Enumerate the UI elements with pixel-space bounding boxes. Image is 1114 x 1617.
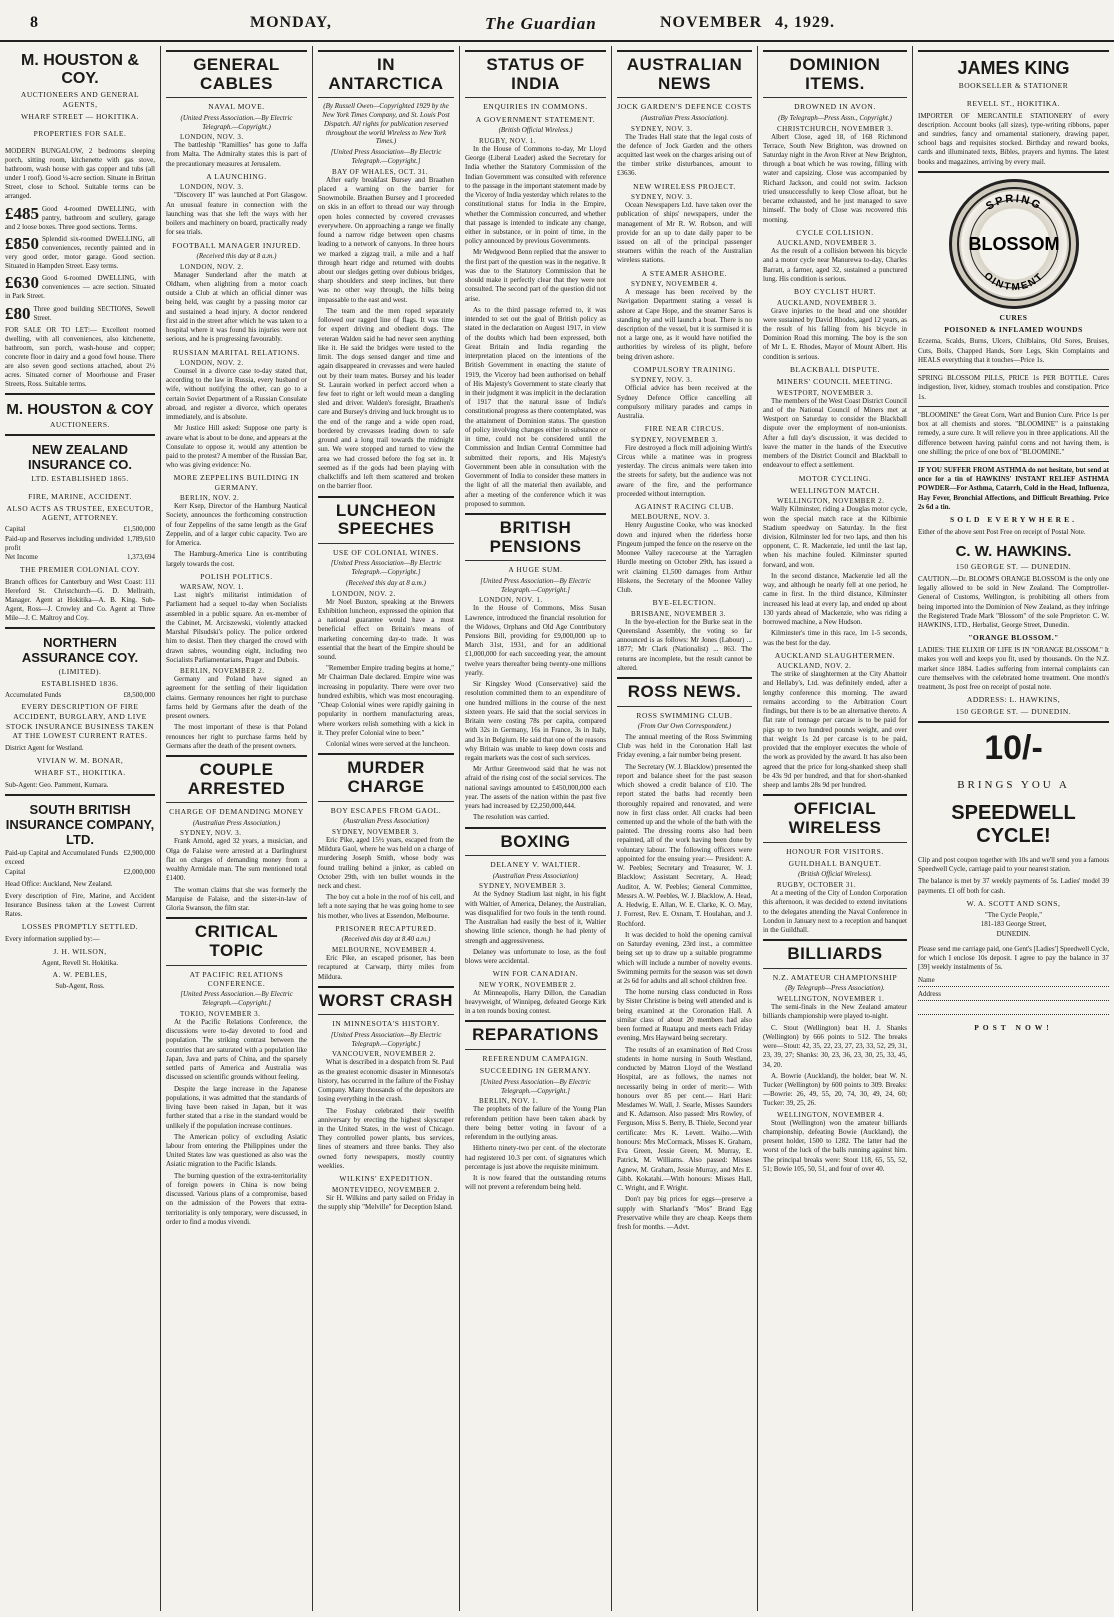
credit-line: (By Telegraph—Press Assn., Copyright.) [778,113,892,122]
dateline: AUCKLAND, NOVEMBER 3. [777,239,877,248]
subhead: SUCCEEDING IN GERMANY. [479,1066,592,1076]
nzins-line4: THE PREMIER COLONIAL COY. [19,564,140,574]
northern-line4: District Agent for Westland. [5,744,84,752]
dateline: RUGBY, OCTOBER 31. [777,881,857,890]
column-advertisements-right [913,46,1114,1611]
southbritish-line1: Head Office: Auckland, New Zealand. [5,880,113,888]
speedwell-line1: BRINGS YOU A [957,778,1070,791]
subhead: RUSSIAN MARITAL RELATIONS. [172,347,301,357]
svg-text:SPRING [983,193,1043,213]
subhead: NAVAL MOVE. [208,102,265,112]
subhead: JOCK GARDEN'S DEFENCE COSTS [617,102,752,112]
northern-name: NORTHERN ASSURANCE COY. [21,635,139,666]
subhead: FOOTBALL MANAGER INJURED. [172,240,301,250]
paragraph: Kerr Ksep, Director of the Hamburg Nautical Society, announces the forthcoming construction of four Zeppelins of the same length as the Graf Zeppelin, and of a larger cubic capacity. Two are for America. [166,502,307,548]
ladies-text: LADIES: THE ELIXIR OF LIFE IS IN "ORANGE BLOSSOM." It makes you well and keeps you fit, used by thousands. On the N.Z. market since 1884. Ladies suffering from internal complaints can cure themselves with the celebrated home treatment. One month's treatment, 3s post free on receipt of postal note. [918,646,1109,691]
headline-australian-news: AUSTRALIAN NEWS [626,55,743,93]
post-now: POST NOW! [974,1022,1053,1032]
ointment-badge-icon [954,184,1074,304]
subhead: ENQUIRIES IN COMMONS. [483,102,588,112]
credit-line: (Received this day at 8.40 a.m.) [341,935,431,944]
credit-line: [United Press Association—By Electric Telegraph.—Copyright.] [330,559,442,577]
subhead: BOY ESCAPES FROM GAOL. [330,805,442,815]
paragraph: The resolution was carried. [473,813,550,822]
dateline: VANCOUVER, NOVEMBER 2. [332,1050,436,1059]
dateline: BERLIN, NOVEMBER 2. [180,667,265,676]
credit-line: (Australian Press Association) [343,817,429,826]
nzins-line3: ALSO ACTS AS TRUSTEE, EXECUTOR, AGENT, ATTORNEY. [6,503,154,523]
column-general-cables [161,46,312,1611]
paragraph: The Secretary (W. J. Blacklow) presented the report and balance sheet for the past season which showed a credit balance of £10. The report stated the baths had recently been thoroughly repaired and renovated, and were now in first class order. All cracks had been cemented up and the whole of the bath with the painted. The dressing rooms also had been repainted, all of the work having been done by voluntary labour. The following officers were appointed for the ensuing year:— President: A. W. Peebles; Secretary and Treasurer, W. J. Blacklow; Assistant Secretary, A. Head; Auditor, A. W. Peebles; General Committee, Messrs A. W. Peebles, W. J. Blacklow, A. Head, A. Hedwig, E. Allan, W. E. Clarke, K. O. May, J. Forrest, Rev. E. Oxnam, T. Houlahan, and J. Rochford. [617,762,752,928]
headline-boxing: BOXING [500,831,571,851]
speedwell-name1: SPEEDWELL [951,802,1076,825]
badge-mid-text: BLOSSOM [967,233,1060,254]
bloomine-text: "BLOOMINE" the Great Corn, Wart and Bunion Cure. Price 1s per box at all chemists and stores. "BLOOMINE" is a painstaking remedy, a sure cure. It will relieve you in three applications. All the difference between having painful corns and not having them, is one shilling; the price of one box of "BLOOMINE." [918,410,1109,456]
dateline: WELLINGTON, NOVEMBER 1. [777,995,885,1004]
column-dominion-items [758,46,912,1611]
property-listing: £80 Three good building SECTIONS, Sewell Street. [5,304,155,323]
paragraph: The members of the West Coast District Council and of the National Council of Miners met at Westport on Saturday to consider the Blackball dispute over the employment of non-unionists. After a full day's discussion, it was decided to leave the matter in the hands of the Executive members of the District Council and Blackball to endeavour to effect a settlement. [763,396,907,470]
paragraph: As the result of a collision between his bicycle and a motor cycle near Manurewa to-day, Charles Barratt, a farmer, aged 32, sustained a punctured lung. His condition is serious. [763,247,907,283]
southbritish-line2: Every description of Fire, Marine, and Accident Insurance Business taken at the Lowest Current Rates. [5,892,155,919]
dateline: LONDON, NOV. 3. [180,133,244,142]
paragraph: In the bye-election for the Burke seat in the Queensland Assembly, the voting so far announced is as follows: Mr Jones (Labour) ... 1877; Mr Clark (Nationalist) ... 863. The returns are incomplete, but the result cannot be altered. [617,617,752,672]
paragraph: A message has been received by the Navigation Department stating a vessel is ashore at Cape Hope, and the steamer Saros is standing by and will launch a boat. There is no description of the vessel, but it is surmised it is not a large one, as it would have notified the authorities by wireless of its plight, before being driven ashore. [617,288,752,361]
caution-text: CAUTION.—Dr. BLOOM'S ORANGE BLOSSOM is the only one legally allowed to be sold in New Zealand. The Comptroller-General of Customs, Wellington, is prohibiting all others from being imported into the Dominion of New Zealand, as they infringe the Registered Trade Mark "Blossom" of the sole Proprietor: C. W. HAWKINS, LTD., Herbalist, George Street, Dunedin. [918,574,1109,630]
northern-line1: (LIMITED). [58,667,102,677]
credit-line: (From Our Own Correspondent.) [637,722,732,731]
speedwell-text1: Clip and post coupon together with 10s and we'll send you a famous Speedwell Cycle, carriage paid to your nearest station. [918,856,1110,874]
subhead: NEW WIRELESS PROJECT. [633,181,736,191]
paragraph: Grave injuries to the head and one shoulder were sustained by David Rhodes, aged 12 years, as the result of his falling from his bicycle in Dominion Road this morning. The boy is the son of Mr L. E. Rhodes, Mayor of Mount Albert. His condition is serious. [763,306,907,361]
nzins-branch: Branch offices for Canterbury and West Coast: 111 Hereford St. Christchurch—G. D. Mellraith, Manager. Agent at Hokitika—A. B. King. Sub-Agent, Ross—J. Crowley and Co. Agent at Three Mile—J. C. Maltroy and Coy. [5,577,155,622]
houston-line3: PROPERTIES FOR SALE. [33,129,127,139]
paragraph: Colonial wines were served at the luncheon. [326,740,450,749]
coupon-name-field[interactable]: Name [918,976,1109,987]
dateline: NEW YORK, NOVEMBER 2. [479,980,577,989]
post-free-text: Either of the above sent Post Free on receipt of Postal Note. [918,527,1086,536]
subhead: AT PACIFIC RELATIONS CONFERENCE. [189,969,284,989]
stat-row: Paid-up and Reserves including undivided profit 1,789,610 [5,534,155,552]
paragraph: The Hamburg-America Line is contributing largely towards the cost. [166,550,307,568]
stat-row: Net Income 1,373,694 [5,553,155,562]
masthead-day: MONDAY, [250,14,332,31]
subhead: IN MINNESOTA'S HISTORY. [332,1019,440,1029]
headline-british-pensions: BRITISH PENSIONS [489,518,582,556]
column-australian-news [612,46,757,1611]
nzins-line2: FIRE, MARINE, ACCIDENT. [28,491,132,501]
paragraph: The most important of these is that Poland renounces her right to purchase farms held by Germans after the death of the present owners. [166,723,307,750]
paragraph: Delaney was unfortunate to lose, as the foul blows were accidental. [465,947,606,966]
houston-line1: AUCTIONEERS AND GENERAL AGENTS, [20,90,140,109]
masthead [0,0,1114,42]
blossom-line1: CURES [999,312,1028,322]
headline-luncheon-speeches: LUNCHEON SPEECHES [335,500,437,539]
southbritish-line6: Agent, Revell St. Hokitika. [41,958,119,967]
page-number: 8 [30,14,39,31]
dateline: BRISBANE, NOVEMBER 3. [631,609,726,618]
credit-line: (By Russell Owen—Copyrighted 1929 by the New York Times Company, and St. Louis Post Dispatch. All rights for publication reserved throughout the world Wireless to New York Times.) [322,102,450,146]
masthead-date: 4, 1929. [775,14,835,31]
paragraph: The woman claims that she was formerly the Marquise de Falaise, and the sister-in-law of Gloria Swanson, the film star. [166,885,307,913]
paragraph: Mr Wedgwood Benn replied that the answer to the first part of the question was in the negative. It was due to the Statutory Commission that he should make it perfectly clear that they were not consulted. The second part of the question did not arise. [465,248,606,303]
dateline: LONDON, NOV. 1. [479,596,543,605]
paragraph: The home nursing class conducted in Ross by Sister Christine is being well attended and is being examined at the Coronation Hall. A similar class of about 20 members had also been formed at Ruatapu and meets each Friday evening, Mrs Hayward being secretary. [617,988,752,1043]
subhead: DELANEY V. WALTIER. [490,860,581,870]
southbritish-line3: LOSSES PROMPTLY SETTLED. [21,922,139,932]
dateline: BERLIN, NOV. 1. [479,1097,539,1106]
property-listing: £485 Good 4-roomed DWELLING, with pantry, bathroom and scullery, garage and 2 loose boxes. Three good sections. Terms. [5,204,155,231]
subhead: USE OF COLONIAL WINES. [332,547,440,557]
nzins-line1: LTD. ESTABLISHED 1865. [31,474,129,484]
dateline: WARSAW, NOV. 1. [180,583,244,592]
subhead: CYCLE COLLISION. [796,227,874,237]
northern-line7: Sub-Agent: Geo. Pamment, Kumara. [5,780,109,789]
dateline: SYDNEY, NOVEMBER 4. [631,280,718,289]
headline-couple-arrested: COUPLE ARRESTED [187,759,286,798]
southbritish-line4: Every information supplied by:— [5,935,100,944]
dateline: LONDON, NOV. 2. [332,589,396,598]
southbritish-name: SOUTH BRITISH INSURANCE COMPANY, LTD. [5,801,155,847]
dateline: LONDON, NOV. 2. [180,358,244,367]
blossom-text: Eczema, Scalds, Burns, Ulcers, Chilblains, Old Sores, Bruises, Cuts, Boils, Chapped Hands, Sore Legs, Skin Complaints and HEALS everything that it touches—Price 1s. [918,337,1109,364]
subhead: FIRE NEAR CIRCUS. [644,424,725,434]
credit-line: (By Telegraph—Press Association). [785,984,885,993]
subhead: REFERENDUM CAMPAIGN. [482,1054,589,1064]
credit-line: (Australian Press Association) [492,871,579,880]
column-status-of-india [460,46,611,1611]
column-antarctica [313,46,459,1611]
headline-status-of-india: STATUS OF INDIA [486,55,585,93]
paragraph: The team and the men roped separately followed our ragged line of flags. It was time for expert driving and obedient dogs. The veteran Walden said he had never seen anything like it. He said the bridges were tested to the limit. The dogs sensed danger and time and again disappeared in crevasses and were hauled out by their team mates. Bursey and his leader St. Laurain worked in perfect accord when a few feet to right or left would mean a dangling sled and driver. Walden's foresight, Braathen's care and Bursey's driving and luck brought us to the end of the range and a wide open road, bordered by crevasses leading down to safe ground and a long trail towards the midnight sun. We were stopped and turned to view the area we had crossed before the fog set in. It seemed as if the gods had been playing with chalkcliffs and left them scattered and broken on the barrier floor. [318,306,454,491]
property-listing: MODERN BUNGALOW, 2 bedrooms sleeping porch, sitting room, kitchenette with gas stove, bathroom, wash house with gas copper and tubs (all under 1 roof). Good ¼-acre section. Situate in Brittan Street, close to School. Suitable terms can be arranged. [5,147,155,201]
stat-row: Accumulated Funds £8,500,000 [5,690,155,699]
houston2-name: M. HOUSTON & COY [6,401,154,419]
paragraph: Sir Kingsley Wood (Conservative) said the resolution committed them to an expenditure of one hundred millions in the course of the next sixteen years. He said that the social services in Britain were costing 78s per capita, compared with 32s in Germany, 16s in France, 3s in Italy, and 3s in Belgium. He said that one of the reasons why Britain was unable to keep down costs and regain markets was the cost of such services. [465,680,606,763]
paragraph: As to the third passage referred to, it was intended to set out the goal of British policy as stated in the declaration on August 1917, in view of the doubts which had been expressed, both Great Britain and India regarding the interpretation placed on the intentions of the British Government in enacting the statute of 1919, the Viceroy had been authorised on behalf of His Majesty's Government to state clearly that in their judgment it was implicit in the declaration of 1917 that the natural issue of India's constitutional progress as there contemplated, was the attainment of Dominion status. The question of policy involving changes either in substance or in time, could not be considered until the Commission and Indian Central Committee had submitted their reports, and His Majesty's Government been able in consultation with the Government of India to consider these matters in the light of all the material then available, and after a meeting of the conference which it was proposed to summon. [465,305,606,508]
credit-line: (Australian Press Association). [640,113,729,122]
southbritish-line7: A. W. PEBLES, [52,970,108,980]
northern-line6: WHARF ST., HOKITIKA. [34,767,126,777]
subhead: A LAUNCHING. [206,171,267,181]
paragraph: In the second distance, Mackenzie led all the way, and although he nearly fell at one period, he came in first. In the third distance, Kilminster increased his lead at every lap, and ended up about 130 yards ahead of Mackenzie, who was riding a borrowed machine, a New Hudson. [763,571,907,627]
southbritish-line8: Sub-Agent, Ross. [55,982,105,991]
paragraph: After early breakfast Bursey and Braathen placed a warning on the barrier for Snowmobile. Braathen Bursey and I proceeded on skis in an effort to thread our way through open holes connected by covered crevasses everywhere. On approaching a range we finally found a narrow ridge between open chasms leading to a network of canyons. In three hours we marked a zigzag trail, a mile and a half through heart ridge and returned with doubts about our sledges getting over dubious bridges, sharp shoulders and steep inclines, but there was no other way through, the hills being impassable to the east and west. [318,175,454,304]
dateline: CHRISTCHURCH, NOVEMBER 3. [777,124,894,133]
paragraph: The Foshay celebrated their twelfth anniversary by erecting the highest skyscraper in the United States, in the west of Chicago. They controlled power plants, bus services, lines of steamers and three banks. They also owned forty newspapers, mostly country weeklies. [318,1106,454,1170]
dateline: SYDNEY, NOV. 3. [631,193,693,202]
headline-official-wireless: OFFICIAL WIRELESS [788,799,882,837]
headline-dominion-items: DOMINION ITEMS. [789,55,881,93]
dateline: BERLIN, NOV. 2. [180,494,240,503]
subhead: COMPULSORY TRAINING. [633,364,736,374]
subhead: WILKINS' EXPEDITION. [339,1174,433,1184]
houston2-line1: AUCTIONEERS. [50,420,110,430]
subhead: BLACKBALL DISPUTE. [789,364,881,374]
subhead: AGAINST RACING CLUB. [634,502,735,512]
masthead-month: NOVEMBER [660,14,763,31]
paragraph: The prophets of the failure of the Young Plan referendum petition have been taken aback by there being better voting in favour of a referendum in the outlying areas. [465,1105,606,1142]
dateline: SYDNEY, NOVEMBER 3. [631,435,718,444]
credit-line: (Australian Press Association.) [192,818,281,827]
houston-name: M. HOUSTON & COY. [21,52,139,87]
northern-line2: ESTABLISHED 1836. [41,678,119,688]
southbritish-line5: J. H. WILSON, [53,947,107,957]
subhead: DROWNED IN AVON. [794,102,876,112]
speedwell-line2: W. A. SCOTT AND SONS, [966,898,1061,908]
subhead: A STEAMER ASHORE. [641,268,728,278]
subhead: AUCKLAND SLAUGHTERMEN. [774,650,896,660]
paragraph: Fire destroyed a flock mill adjoining Wirth's Circus while a matinee was in progress yesterday. The circus animals were taken into the streets for safety, but the audience was not aware of the fire, and the performance proceeded without interruption. [617,443,752,498]
northern-line5: VIVIAN W. M. BONAR, [36,756,124,766]
paragraph: Wally Kilminster, riding a Douglas motor cycle, won the special match race at the Kilbirnie Stadium speedway on Saturday. In the first division, Kilminster led for two laps, and then his opponent, C. R. Mackenzie, led until the last lap, when his machine fouled. Kilminster spurted forward, and won. [763,505,907,569]
paragraph: Mr Arthur Greenwood said that he was not afraid of the rising cost of the social services. The national savings amounted to £450,000,000 each year. The assets of the nation within the past five years had increased by £2,250,000,444. [465,765,606,811]
subhead: MINERS' COUNCIL MEETING. [776,377,894,387]
stat-row: Paid-up Capital and Accumulated Funds exceed £2,900,000 [5,848,155,867]
dateline: SYDNEY, NOVEMBER 3. [332,827,419,836]
credit-line: (British Official Wireless). [798,870,872,879]
badge-top-text: SPRING [983,192,1044,213]
masthead-paper-name: The Guardian [485,14,597,33]
subhead: PRISONER RECAPTURED. [335,923,437,933]
subhead: BOY CYCLIST HURT. [794,287,876,297]
paragraph: The boy cut a hole in the roof of his cell, and left a note saying that he was going home to see his mother, who lives at Essendon, Melbourne. [318,893,454,920]
subhead: CHARGE OF DEMANDING MONEY [169,807,304,817]
dateline: SYDNEY, NOV. 3. [631,124,693,133]
credit-line: [United Press Association—By Electric Telegraph.—Copyright.] [480,1077,591,1095]
paragraph: What is described in a despatch from St. Paul as the greatest economic disaster in Minnesota's history, has occurred in the failure of the Foshay Company. Many thousands of the depositors are losing everything in the crash. [318,1058,454,1104]
subhead: BYE-ELECTION. [652,598,717,608]
credit-line: (Received this day at 8 a.m.) [346,578,426,587]
paragraph: Mr Justice Hill asked: Suppose one party is aware what is about to be done, and appears at the Consulate to oppose it, would any attention be paid to the protest? A member of the Russian Bar, who was giving evidence: No. [166,424,307,470]
blossom-pills-text: SPRING BLOSSOM PILLS, PRICE 1s PER BOTTLE. Cures indigestion, liver, kidney, stomach troubles and constipation. Price 1s. [918,374,1109,401]
subhead: WELLINGTON MATCH. [790,485,880,495]
hawkins-address: 150 GEORGE ST. — DUNEDIN. [955,562,1072,572]
spring-blossom-badge [949,179,1079,309]
headline-billiards: BILLIARDS [787,944,883,964]
paragraph: The semi-finals in the New Zealand amateur billiards championship were played to-night. [763,1003,907,1021]
dateline: TOKIO, NOVEMBER 3. [180,1009,261,1018]
subhead: POLISH POLITICS. [200,571,273,581]
paragraph: Eric Pike, an escaped prisoner, has been recaptured at Carwarp, thirty miles from Mildura. [318,954,454,981]
paragraph: Stout (Wellington) won the amateur billiards championship, defeating Bowie (Auckland), the present holder, 1500 to 1282. The latter had the worst of the luck of the balls running against him. The principal breaks were: Stout 118, 65, 55, 52, 51; Bowie 105, 50, 51, and four of over 40. [763,1118,907,1173]
king-text: IMPORTER OF MERCANTILE STATIONERY of every description. Account books (all sizes), type-writing ribbons, paper and sundries, fancy and ornamental stationery, drawing paper, school bags and requisites stocked. Birthday and reward books, cards and illuminated texts, Bibles, prayers and hymns. The latest books and magazines, arriving by every mail. [918,111,1109,166]
credit-line: (Received this day at 8 a.m.) [196,251,277,260]
speedwell-text2: The balance is met by 37 weekly payments of 5s. Ladies' model 39 payments. £1 off both for cash. [918,877,1109,895]
paragraph: Sir H. Wilkins and party sailed on Friday in the supply ship "Melville" for Deception Island. [318,1193,454,1211]
coupon-address-field[interactable]: Address [918,990,1109,1001]
headline-ross-news: ROSS NEWS. [627,682,742,702]
subhead: ROSS SWIMMING CLUB. [636,710,733,720]
king-line1: BOOKSELLER & STATIONER [958,81,1069,90]
paragraph: Mr Noel Buxton, speaking at the Brewers Exhibition luncheon, expressed the opinion that a national guarantee would have a most beneficial effect on Britain's means of marketing concerning day-to trade. It was essential that the heart of the Empire should be sound. [318,597,454,661]
houston-line2: WHARF STREET — HOKITIKA. [20,111,140,121]
subhead: HONOUR FOR VISITORS. [786,846,884,856]
credit-line: [United Press Association—By Electric Telegraph.—Copyright.] [330,148,442,165]
dateline: BAY OF WHALES, OCT. 31. [332,167,429,176]
paragraph: Henry Augustine Cooke, who was knocked down and injured when the riderless horse Pingeum jumped the fence on the reserve on the Moonee Valley racecourse at the Yarraglen Hurdle meeting on October 29th, has issued a writ claiming £1,500 damages from Arthur Hiskens, the Secretary of the Moonee Valley Club. [617,521,752,595]
hawkins-address-name: ADDRESS: L. HAWKINS, [966,695,1061,705]
coupon-address-field-2[interactable] [918,1004,1109,1015]
paragraph: C. Stout (Wellington) beat H. J. Shanks (Wellington) by 666 points to 512. The breaks were—Stout: 42, 35, 22, 23, 27, 23, 33, 52, 29, 31, 23, 39, 27; Shanks: 30, 23, 36, 23, 30, 25, 33, 45, 34, 20. [763,1023,907,1069]
hawkins-address-street: 150 GEORGE ST. — DUNEDIN. [955,706,1072,716]
speedwell-name2: CYCLE! [976,825,1051,848]
orange-blossom-title: "ORANGE BLOSSOM." [968,633,1059,643]
paragraph: Despite the large increase in the Japanese populations, it was admitted that the standards of living have been raised in Japan, but it was further stated that a rise in the standard would be unlikely if the population increase continues. [166,1084,307,1130]
headline-murder-charge: MURDER CHARGE [347,758,425,797]
paragraph: At Minneapolis, Harry Dillon, the Canadian heavyweight, of Winnipeg, defeated George Kirk in a ten rounds boxing contest. [465,988,606,1016]
blossom-line2: POISONED & INFLAMED WOUNDS [944,324,1083,334]
stat-row: Capital £2,000,000 [5,867,155,876]
dateline: WELLINGTON, NOVEMBER 4. [777,1110,885,1119]
speedwell-line5: DUNEDIN. [996,929,1031,938]
badge-bottom-text: OINTMENT [981,270,1046,294]
headline-worst-crash: WORST CRASH [319,990,453,1010]
credit-line: (British Official Wireless.) [498,126,573,135]
paragraph: At the Sydney Stadium last night, in his fight with Waltier, of America, Delaney, the Australian, was disqualified for two fouls in the tenth round. The Australian had easily the best of it, Waltier showing little science, though he had plenty of strength and aggressiveness. [465,890,606,945]
stat-row: Capital £1,500,000 [5,525,155,534]
paragraph: The strike of slaughtermen at the City Abattoir and Hellaby's, Ltd. was definitely ended, after a lengthy conference this morning. The award remains according to the Arbitration Court findings, but there is to be an alternative thereto. A flat rate of tonnage per carcase is to be paid for pigs up to two hundred pounds weight, and over that weight 1s 2d per carcase is to be paid, provided that the employer executes the whole of the work as provided by the award. It has also been agreed that the price for long-shanked sheep shall be 43s 9d per hundred, and that for short-shanked sheep and lambs 28s 9d per hundred. [763,670,907,790]
subhead: MORE ZEPPELINS BUILDING IN GERMANY. [173,473,300,492]
subhead: A HUGE SUM. [508,565,563,575]
subhead: A GOVERNMENT STATEMENT. [475,114,596,124]
paragraph: "Remember Empire trading begins at home," Mr Chairman Dale declared. Empire wine was increasing in popularity. There were over two hundred exhibits, which was most encouraging. "Cheap Colonial wines were rapidly gaining in popularity in northern manufacturing areas, where workers relish something with a kick in it. They prefer Colonial wine to beer." [318,664,454,737]
paragraph: It is now feared that the outstanding returns will not prevent a referendum being held. [465,1174,606,1192]
dateline: LONDON, NOV. 3. [180,183,244,192]
paragraph: Eric Pike, aged 15½ years, escaped from the Mildura Gaol, where he was held on a charge of murdering Joseph Smith, whose body was found trailing behind a jinker, as cabled on October 29th, with ten bullet wounds in the neck and chest. [318,835,454,891]
paragraph: The American policy of excluding Asiatic labour from entering the Philippines under the United States law was questioned as also was the Asiatic migration to the Pacific Islands. [166,1132,307,1169]
column-advertisements-left [0,46,160,1611]
paragraph: At a meeting of the City of London Corporation this afternoon, it was decided to extend invitations to the delegates attending the Naval Conference in London in January next to a reception and banquet in the Guildhall. [763,889,907,935]
paragraph: In the House of Commons, Miss Susan Lawrence, introduced the financial resolution for the Widows, Orphans and Old Age Contributory Pensions Bill, providing for £9,000,000 up to March 31st, 1931, and for an additional £1,000,000 for each succeeding year, the amount twelve years thereafter being twenty-one millions yearly. [465,604,606,677]
speedwell-line3: "The Cycle People," [984,910,1043,919]
subhead: N.Z. AMATEUR CHAMPIONSHIP [772,972,898,982]
northern-line3: EVERY DESCRIPTION OF FIRE ACCIDENT, BURGLARY, AND LIVE STOCK INSURANCE BUSINESS TAKEN AT THE LOWEST CURRENT RATES. [5,702,155,741]
paragraph: Kilminster's time in this race, 1m 1-5 seconds, was the best for the day. [763,629,907,647]
dateline: MELBOURNE, NOV. 3. [631,513,711,522]
paragraph: Counsel in a divorce case to-day stated that, according to the law in Russia, every husband or wife, without notifying the other, can go to a certain Soviet Department of a Russian Consulate abroad, and register a divorce, which operates immediately, and is absolute. [166,366,307,422]
speedwell-coupon: Please send me carriage paid, one Gent's [Ladies'] Speedwell Cycle, for which I enclose 10s deposit. I agree to pay the balance in 37 [39] weekly instalments of 5s. [918,945,1109,972]
credit-line: [United Press Association—By Electric Telegraph.—Copyright.] [330,1030,442,1048]
dateline: AUCKLAND, NOV. 2. [777,662,852,671]
dateline: WELLINGTON, NOVEMBER 2. [777,497,885,506]
paragraph: The burning question of the extra-territoriality of foreign powers in China is now being discussed. Various plans of a compromise, based on the admission of the Powers that extra-territoriality is only temporary, were discussed, in order to find a modus vivendi. [166,1171,307,1226]
paragraph: Hitherto ninety-two per cent. of the electorate had registered 10.3 per cent. of signatures which percentage is just above the requisite minimum. [465,1144,606,1171]
dateline: WESTPORT, NOVEMBER 3. [777,388,874,397]
paragraph: Manager Sunderland after the match at Oldham, when alighting from a motor coach outside a Club at which an official dinner was being held, was caught by a passing motor car and sustained a head injury. A doctor rendered first aid in the street after which he was taken to a hospital where it was found his injuries were not serious, and he is progressing favourably. [166,270,307,344]
paragraph: The annual meeting of the Ross Swimming Club was held in the Coronation Hall last Friday evening, a fair number being present. [617,732,752,760]
king-name: JAMES KING [957,58,1070,78]
hawkins-name: C. W. HAWKINS. [955,543,1072,561]
dateline: RUGBY, NOV. 1. [479,136,537,145]
paragraph: Frank Arnold, aged 32 years, a musician, and Olga de Falaise were arrested at a Darlinghurst flat on charges of demanding money from a wealthy Armidale man. The sum mentioned total £1400. [166,837,307,883]
king-line2: REVELL ST., HOKITIKA. [966,98,1061,108]
dateline: SYDNEY, NOV. 3. [631,376,693,385]
nzins-name: NEW ZEALAND INSURANCE CO. [27,442,132,473]
paragraph: In the House of Commons to-day, Mr Lloyd George (Liberal Leader) asked the Secretary for India whether the Statutory Commission of the Indian Government was consulted with reference to the passage in the important statement made by the Viceroy of India yesterday which relates to the constitutional status for India in the Empire, whether the Commission concurred, and whether that passage is intended to indicate any change, either in substance, or in point of time, in the policy announced by previous Governments. [465,144,606,246]
paragraph: Ocean Newspapers Ltd. have taken over the publication of ships' newspapers, under the management of Mr R. W. Robson, and will provide for an up to date daily paper to be issued on all of the principal passenger steamers within the reach of the Australian wireless stations. [617,201,752,265]
paragraph: Albert Close, aged 18, of 168 Richmond Terrace, South New Brighton, was drowned on Saturday night in the Avon River at New Brighton, through a boat which he was rowing, filling with water and capsizing. Close was accompanied by Richard Jackson, and could not swim. Jackson tried unsuccessfully to keep Close afloat, but he became exhausted, and he just managed to save himself. The body of Close was recovered this morning. [763,132,907,224]
sold-everywhere: SOLD EVERYWHERE. [950,515,1077,525]
paragraph: The results of an examination of Red Cross students in home nursing in South Westland, conducted by Matron Lloyd of the Westland Hospital, are as follows, the names not necessarily being in order of merit:— With honours over 85 per cent.— Hari Hari: Mesdames W. Wall, J. Searle, Misses Saunders and K. Adamson. Also passed: Mrs Rowley, of Ferguson, Miss S. Berry, B. Thiele, Second year certificate: Mrs K. Levett. Waiho.—With honours: Mrs McCormack, Misses K. Graham, Eva Green, Jessie Green, M. Murray, E. Patrick, M. Williams. Also passed: Misses Agnew, M. Graham, Jessie Murray, and Mrs E. Gibb. Kokatahi.—With honours: Misses Hall, C. Wright, and F. Wright. [617,1045,752,1193]
credit-line: (United Press Association.—By Electric Telegraph.—Copyright.) [180,113,293,131]
dateline: SYDNEY, NOV. 3. [180,829,242,838]
dateline: MELBOURNE, NOVEMBER 4. [332,946,437,955]
headline-antarctica: IN ANTARCTICA [328,55,444,93]
property-listing: FOR SALE OR TO LET:— Excellent roomed dwelling, with all conveniences, also kitchenette, bathroom, sun porch, wash-house and copper; concrete floor in dairy and a good fowl house. There are also seven good sections attached, about 2½ acres. Situated corner of Moorhouse and Fraser Streets, Ross. Suitable terms. [5,325,155,389]
dateline: MONTEVIDEO, NOVEMBER 2. [332,1185,440,1194]
credit-line: [United Press Association—By Electric Telegraph.—Copyright.] [480,576,591,594]
paragraph: The Trades Hall state that the legal costs of the defence of Jock Garden and the others acquitted last week on the charges arising out of the timber strike disturbances, amount to £3636. [617,132,752,178]
asthma-text: IF YOU SUFFER FROM ASTHMA do not hesitate, but send at once for a tin of HAWKINS' INSTANT RELIEF ASTHMA POWDER—For Asthma, Catarrh, Cold in the Head, Influenza, Hay Fever, Bronchial Affections, and Difficult Breathing. Price 2s 6d a tin. [918,465,1109,511]
paragraph: A. Bowrie (Auckland), the holder, beat W. N. Tucker (Wellington) by 600 points to 309. Breaks:—Bowrie: 26, 49, 55, 20, 74, 30, 49, 24, 60; Tucker: 39, 25, 26. [763,1071,907,1108]
property-listing: £630 Good 6-roomed DWELLING, with conveniences — acre section. Situated in Park Street. [5,274,155,301]
paragraph: The battleship "Ramillies" has gone to Jaffa from Malta. The Admiralty states this is part of the precautionary measures at Jerusalem. [166,141,307,168]
paragraph: Last night's militarist intimidation of Parliament had a sequel to-day when Socialists assembled in a public square. An ex-member of the Cabinet, M. Arciszewski, violently attacked Marshal Pilsudski's policy. The police ordered him to desist. Then they charged the crowd with drawn sabres, wounding eight, including two Socialists Parliamentarians, Prager and Dubois. [166,591,307,664]
speedwell-price: 10/- [984,728,1043,767]
property-listing: £850 Splendid six-roomed DWELLING, all conveniences, recently painted and in very good order, motor garage. Good section. Situated in Hampden Street. Easy terms. [5,234,155,271]
credit-line: [United Press Association.—By Electric Telegraph.—Copyright.] [180,990,293,1008]
subhead: WIN FOR CANADIAN. [492,969,579,979]
paragraph: Official advice has been received at the Sydney Defence Office cancelling all compulsory military parades and camps in Australia. [617,384,752,421]
paragraph: "Discovery II" was launched at Port Glasgow. An unusual feature in connection with the launching was that she left the ways with her boilers and machinery on board, practically ready for sea trials. [166,191,307,237]
subhead: GUILDHALL BANQUET. [788,859,882,868]
paragraph: Don't pay big prices for eggs—preserve a supply with Sharland's "Mos" Brand Egg Preservative while they are cheap. Keeps them fresh for months. —Advt. [617,1195,752,1232]
dateline: LONDON, NOV. 2. [180,262,244,271]
svg-text:OINTMENT [981,270,1046,293]
headline-reparations: REPARATIONS [472,1025,599,1045]
paragraph: At the Pacific Relations Conference, the discussions were to-day devoted to food and population. The striking contrast between the countries that are saturated with a population like Japan, Java and parts of China, and the sparsely settled parts of America and Australia was discussed on scientific grounds without feeling. [166,1017,307,1082]
speedwell-line4: 181-183 George Street, [980,920,1047,929]
subhead: MOTOR CYCLING. [798,473,872,483]
paragraph: It was decided to hold the opening carnival on Saturday evening, 23rd inst., a committee being set up to draw up a suitable programme which will include a number of novelty events. Swimming permits for the season was set down at 2s 6d for adults and all school children free. [617,930,752,985]
paragraph: Germany and Poland have signed an agreement for the settling of their liquidation claims. Germany renounces her right to purchase farms held by Germans after the death of the present owners. [166,675,307,721]
headline-general-cables: GENERAL CABLES [193,55,280,93]
dateline: AUCKLAND, NOVEMBER 3. [777,298,877,307]
headline-critical-topic: CRITICAL TOPIC [194,922,279,961]
dateline: SYDNEY, NOVEMBER 3. [479,882,566,891]
